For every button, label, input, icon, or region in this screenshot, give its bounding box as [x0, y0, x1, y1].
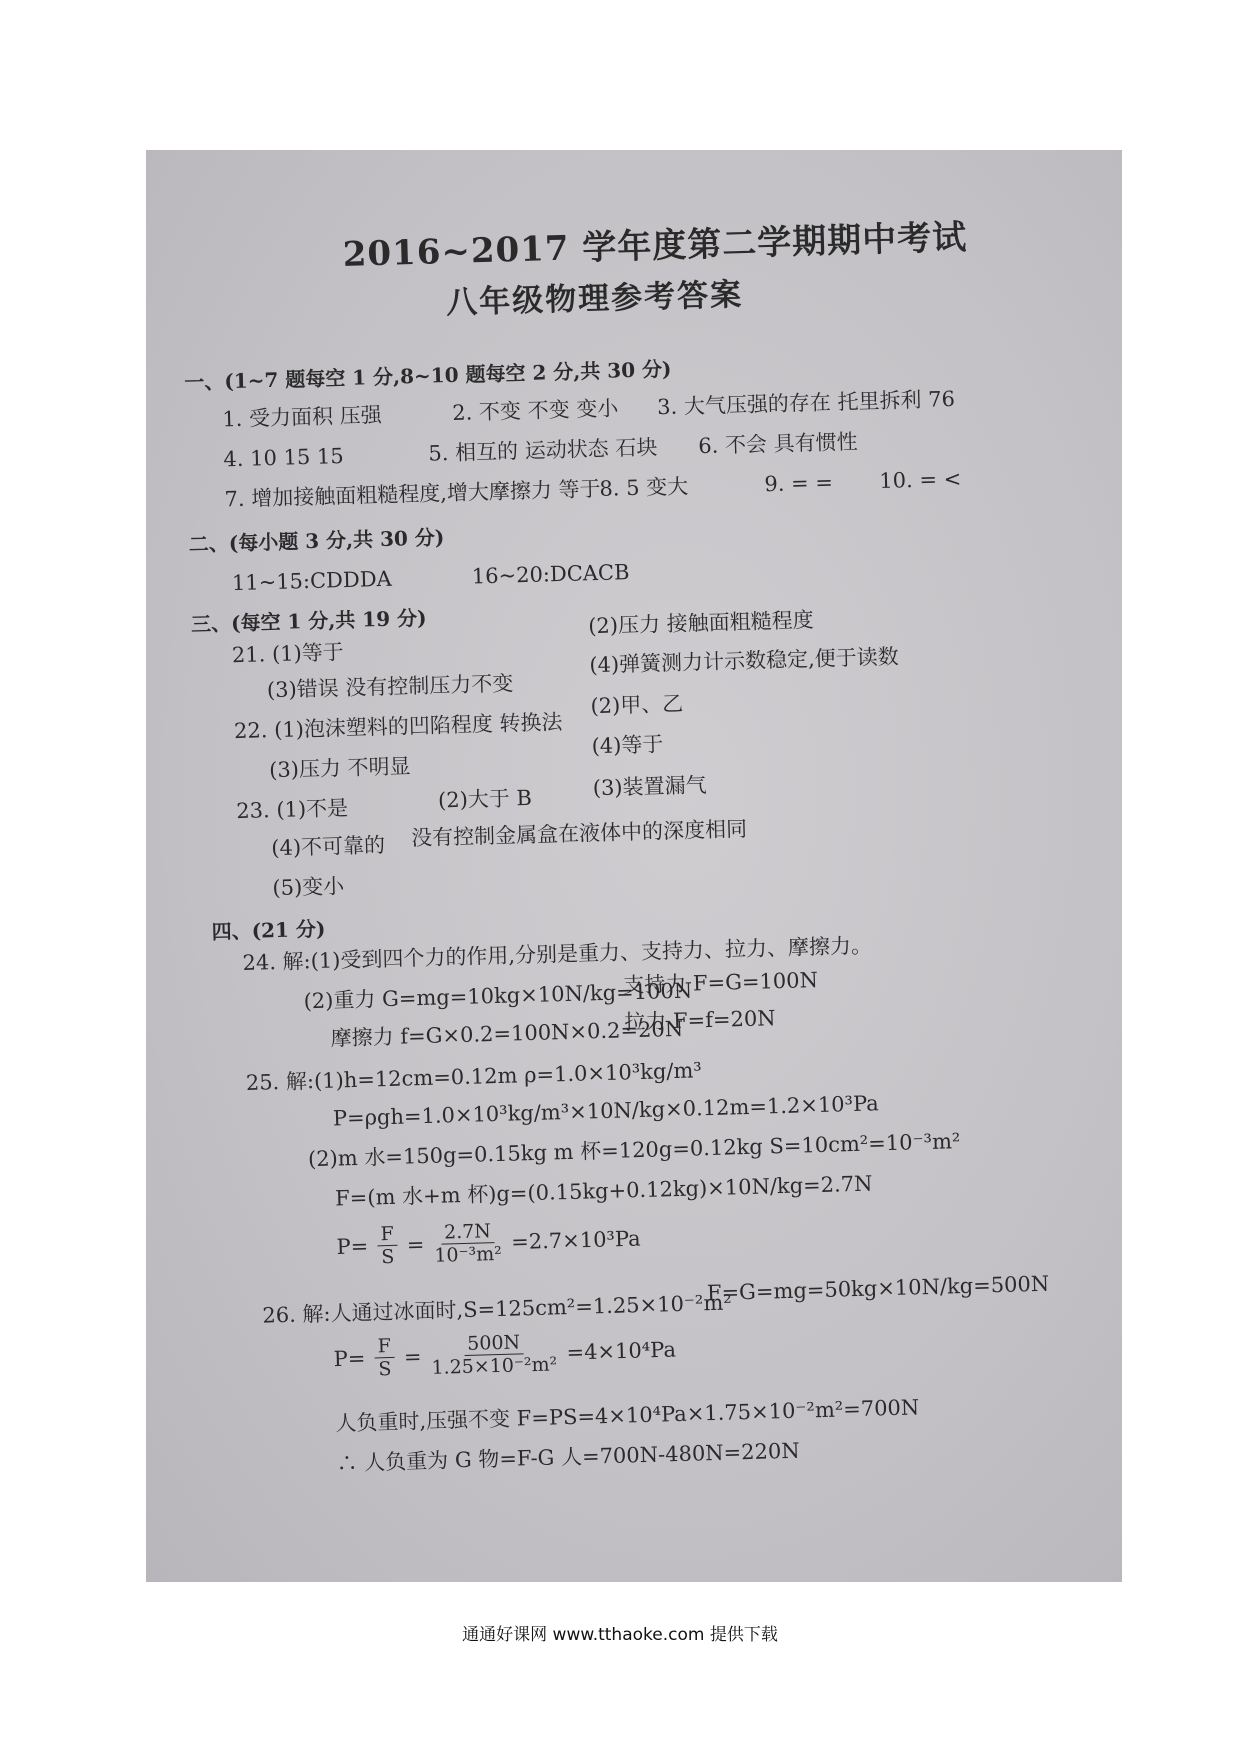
answer-sheet: [146, 150, 1122, 1582]
fraction-denominator: S: [381, 1245, 395, 1269]
formula-text: =2.7×10³Pa: [510, 1226, 641, 1255]
answer-line: (2)m 水=150g=0.15kg m 杯=120g=0.12kg S=10cm²=10⁻³m²: [307, 1129, 961, 1172]
fraction-denominator: 10⁻³m²: [434, 1242, 503, 1267]
section4-header: 四、(21 分): [211, 916, 326, 944]
answer-line: 3. 大气压强的存在 托里拆利 76: [656, 386, 956, 420]
fraction: [377, 1222, 397, 1269]
formula-pressure-25: [336, 1218, 641, 1268]
fraction-numerator: 2.7N: [441, 1222, 494, 1244]
title-line1: 2016~2017 学年度第二学期期中考试: [342, 217, 968, 275]
answer-line: 24. 解:(1)受到四个力的作用,分别是重力、支持力、拉力、摩擦力。: [242, 933, 873, 976]
fraction: [434, 1222, 503, 1266]
answer-line: (3)错误 没有控制压力不变: [266, 671, 514, 703]
answer-line: 25. 解:(1)h=12cm=0.12m ρ=1.0×10³kg/m³: [245, 1058, 703, 1095]
scanned-photo: [146, 150, 1122, 1582]
answer-line: (4)弹簧测力计示数稳定,便于读数: [589, 644, 900, 678]
answer-line: (5)变小: [272, 874, 345, 901]
answer-line: 6. 不会 具有惯性: [697, 429, 858, 459]
download-footer: 通通好课网 www.tthaoke.com 提供下载: [462, 1625, 778, 1645]
answer-line: 支持力 F=G=100N: [622, 967, 819, 998]
answer-line: (4)不可靠的: [271, 833, 386, 861]
answer-line: 9. = =: [764, 470, 834, 497]
fraction-numerator: 500N: [464, 1333, 523, 1356]
answer-line: 11~15:CDDDA: [231, 566, 393, 596]
answer-line: 21. (1)等于: [231, 640, 345, 668]
formula-pressure-26: [333, 1329, 676, 1381]
answer-line: 23. (1)不是: [235, 796, 349, 824]
answer-line: 人负重时,压强不变 F=PS=4×10⁴Pa×1.75×10⁻²m²=700N: [335, 1395, 920, 1436]
section2-header: 二、(每小题 3 分,共 30 分): [188, 525, 445, 557]
answer-line: 拉力 F=f=20N: [624, 1006, 776, 1035]
answer-line: (2)甲、乙: [590, 691, 684, 719]
answer-line: 4. 10 15 15: [223, 444, 345, 472]
answer-line: P=ρgh=1.0×10³kg/m³×10N/kg×0.12m=1.2×10³Pa: [332, 1091, 880, 1131]
answer-line: 1. 受力面积 压强: [222, 402, 383, 432]
answer-line: 2. 不变 不变 变小: [451, 396, 619, 425]
fraction-numerator: F: [377, 1225, 397, 1247]
fraction-denominator: 1.25×10⁻²m²: [431, 1353, 558, 1379]
answer-line: 16~20:DCACB: [471, 560, 630, 589]
answer-line: (4)等于: [591, 732, 664, 759]
answer-line: 22. (1)泡沫塑料的凹陷程度 转换法: [233, 710, 563, 744]
answer-line: 5. 相互的 运动状态 石块: [428, 435, 658, 466]
fraction: [374, 1337, 394, 1380]
answer-line: 8. 5 变大: [599, 474, 689, 501]
answer-line: (2)重力 G=mg=10kg×10N/kg=100N: [303, 978, 693, 1014]
answer-line: (2)大于 B: [437, 785, 533, 813]
answer-line: (2)压力 接触面粗糙程度: [587, 607, 814, 639]
fraction-numerator: F: [374, 1337, 394, 1359]
formula-text: =: [406, 1232, 425, 1258]
answer-line: F=G=mg=50kg×10N/kg=500N: [706, 1271, 1050, 1306]
answer-line: 摩擦力 f=G×0.2=100N×0.2=20N: [330, 1016, 684, 1051]
section1-header: 一、(1~7 题每空 1 分,8~10 题每空 2 分,共 30 分): [183, 356, 672, 395]
answer-line: 没有控制金属盒在液体中的深度相同: [410, 816, 748, 851]
answer-line: 7. 增加接触面粗糙程度,增大摩擦力 等于: [224, 476, 601, 512]
formula-text: =: [403, 1344, 422, 1370]
fraction: [431, 1332, 558, 1377]
formula-text: =4×10⁴Pa: [566, 1337, 677, 1365]
fraction-denominator: S: [378, 1358, 392, 1381]
answer-line: (3)装置漏气: [592, 773, 707, 801]
section3-header: 三、(每空 1 分,共 19 分): [190, 605, 427, 637]
answer-line: F=(m 水+m 杯)g=(0.15kg+0.12kg)×10N/kg=2.7N: [334, 1171, 873, 1211]
answer-line: 10. = <: [879, 466, 962, 494]
answer-line: ∴ 人负重为 G 物=F-G 人=700N-480N=220N: [336, 1438, 800, 1476]
formula-text: P=: [333, 1346, 366, 1372]
formula-text: P=: [336, 1234, 369, 1260]
answer-line: 26. 解:人通过冰面时,S=125cm²=1.25×10⁻²m²: [262, 1290, 733, 1328]
answer-line: (3)压力 不明显: [268, 754, 411, 783]
title-line2: 八年级物理参考答案: [445, 276, 744, 322]
